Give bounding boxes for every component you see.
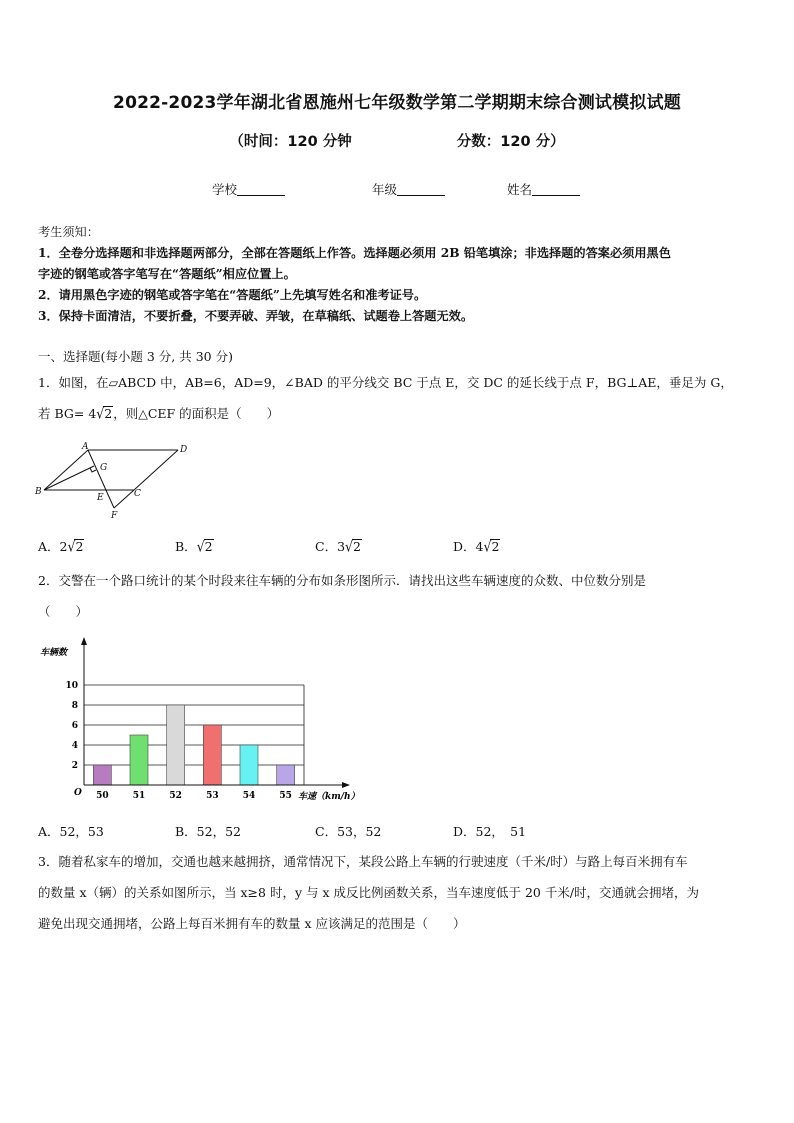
segment-CF: [114, 490, 134, 508]
option-radicand: 2: [204, 539, 213, 554]
school-blank[interactable]: [237, 183, 285, 196]
question-3-line: 3．随着私家车的增加，交通也越来越拥挤，通常情况下，某段公路上车辆的行驶速度（千米/时）与路上每百米拥有车: [38, 854, 688, 869]
question-1-line-1: 1．如图，在▱ABCD 中，AB=6，AD=9，∠BAD 的平分线交 BC 于点 E，交 DC 的延长线于点 F，BG⊥AE，垂足为 G，: [38, 375, 733, 390]
y-tick-label: 4: [71, 741, 78, 751]
y-tick-label: 2: [71, 761, 78, 771]
question-2: [38, 565, 760, 627]
bar-52: [167, 705, 185, 785]
option-radicand: 2: [75, 539, 84, 554]
notice-heading: 考生须知：: [38, 225, 99, 239]
question-1-line-2: [38, 398, 760, 429]
option-radicand: 2: [491, 539, 500, 554]
grade-label: 年级: [372, 182, 398, 197]
y-tick-label: 6: [71, 721, 78, 731]
segment-BG: [44, 466, 94, 490]
radical-icon: √: [483, 537, 492, 556]
option-coef: 2: [59, 539, 68, 554]
radical-icon: √: [67, 537, 76, 556]
q1-option-a[interactable]: [38, 537, 84, 555]
name-blank[interactable]: [532, 183, 580, 196]
question-3-line: 避免出现交通拥堵，公路上每百米拥有车的数量 x 应该满足的范围是（ ）: [38, 916, 466, 931]
exam-notice: [38, 222, 760, 327]
origin-label: O: [74, 788, 82, 798]
radical-icon: √: [196, 537, 205, 556]
radical-icon: √: [345, 537, 353, 556]
question-2-line-2: （ ）: [38, 604, 89, 619]
option-coef: 3: [337, 539, 346, 554]
label-G: G: [100, 463, 108, 473]
option-letter: B．: [175, 539, 197, 554]
q1-radicand: 2: [104, 406, 113, 421]
notice-item: 1．全卷分选择题和非选择题两部分，全部在答题纸上作答。选择题必须用 2B 铅笔填涂；非选择题的答案必须用黑色: [38, 246, 671, 260]
x-tick-label: 52: [169, 791, 182, 801]
y-tick-label: 10: [65, 681, 78, 691]
y-tick-label: 8: [71, 701, 78, 711]
notice-item: 3．保持卡面清洁，不要折叠，不要弄破、弄皱，在草稿纸、试题卷上答题无效。: [38, 309, 474, 323]
school-label: 学校: [212, 182, 238, 197]
x-axis-arrow-icon: [342, 782, 350, 788]
label-A: A: [82, 442, 89, 452]
time-limit: （时间：120 分钟: [229, 134, 352, 150]
option-letter: C．: [315, 539, 338, 554]
section-title: 一、选择题(每小题 3 分, 共 30 分): [38, 349, 233, 364]
notice-item: 字迹的钢笔或答字笔写在“答题纸”相应位置上。: [38, 267, 296, 281]
right-angle-mark: [90, 468, 96, 472]
question-3-line: 的数量 x（辆）的关系如图所示，当 x≥8 时，y 与 x 成反比例函数关系，当车速度低于 20 千米/时，交通就会拥堵，为: [38, 885, 700, 900]
bar-chart: [30, 635, 370, 810]
chart-grid: [84, 685, 304, 785]
question-2-line-1: 2．交警在一个路口统计的某个时段来往车辆的分布如条形图所示．请找出这些车辆速度的众数、中位数分别是: [38, 573, 646, 588]
x-tick-label: 50: [96, 791, 109, 801]
bar-54: [240, 745, 258, 785]
bar-55: [277, 765, 295, 785]
q2-option-d[interactable]: D．52， 51: [453, 824, 527, 839]
q2-option-a[interactable]: A．52，53: [38, 824, 104, 839]
grade-field[interactable]: [372, 180, 445, 198]
label-D: D: [180, 445, 188, 455]
q1-option-d[interactable]: [453, 537, 500, 555]
option-radicand: 2: [353, 539, 361, 554]
x-tick-label: 54: [242, 791, 256, 801]
label-B: B: [35, 487, 42, 497]
label-E: E: [97, 493, 104, 503]
option-letter: D．: [453, 539, 476, 554]
q2-option-b[interactable]: B．52，52: [175, 824, 241, 839]
x-tick-label: 53: [206, 791, 219, 801]
chart-y-ticks: [65, 681, 78, 771]
exam-title: 2022-2023学年湖北省恩施州七年级数学第二学期期末综合测试模拟试题: [113, 93, 681, 113]
y-axis-label: 车辆数: [40, 648, 68, 658]
option-coef: 4: [475, 539, 484, 554]
question-1: [38, 367, 760, 429]
chart-x-ticks: [96, 791, 292, 801]
q1-question-tail: ，则△CEF 的面积是（ ）: [113, 406, 280, 421]
y-axis-arrow-icon: [81, 637, 87, 645]
q1-option-c[interactable]: [315, 537, 362, 555]
exam-subtitle: [0, 130, 794, 151]
label-F: F: [111, 511, 118, 521]
segment-AB: [44, 450, 88, 490]
option-letter: A．: [38, 539, 60, 554]
total-score: 分数：120 分）: [456, 134, 565, 150]
name-label: 姓名: [507, 182, 533, 197]
name-field[interactable]: [507, 180, 580, 198]
x-tick-label: 51: [132, 791, 146, 801]
q2-option-c[interactable]: C．53，52: [315, 824, 382, 839]
x-axis-label: 车速（km/h）: [298, 792, 360, 802]
q1-option-b[interactable]: [175, 537, 214, 555]
bar-51: [130, 735, 148, 785]
bar-53: [203, 725, 221, 785]
parallelogram-figure: [30, 440, 210, 525]
question-3: [38, 846, 760, 939]
segment-DC: [134, 450, 178, 490]
radical-icon: √: [96, 404, 105, 423]
q1-bg-value: 若 BG= 4: [38, 406, 97, 421]
notice-item: 2．请用黑色字迹的钢笔或答字笔在“答题纸”上先填写姓名和准考证号。: [38, 288, 427, 302]
x-tick-label: 55: [279, 791, 292, 801]
grade-blank[interactable]: [397, 183, 445, 196]
bar-50: [93, 765, 111, 785]
label-C: C: [134, 489, 141, 499]
school-field[interactable]: [212, 180, 285, 198]
